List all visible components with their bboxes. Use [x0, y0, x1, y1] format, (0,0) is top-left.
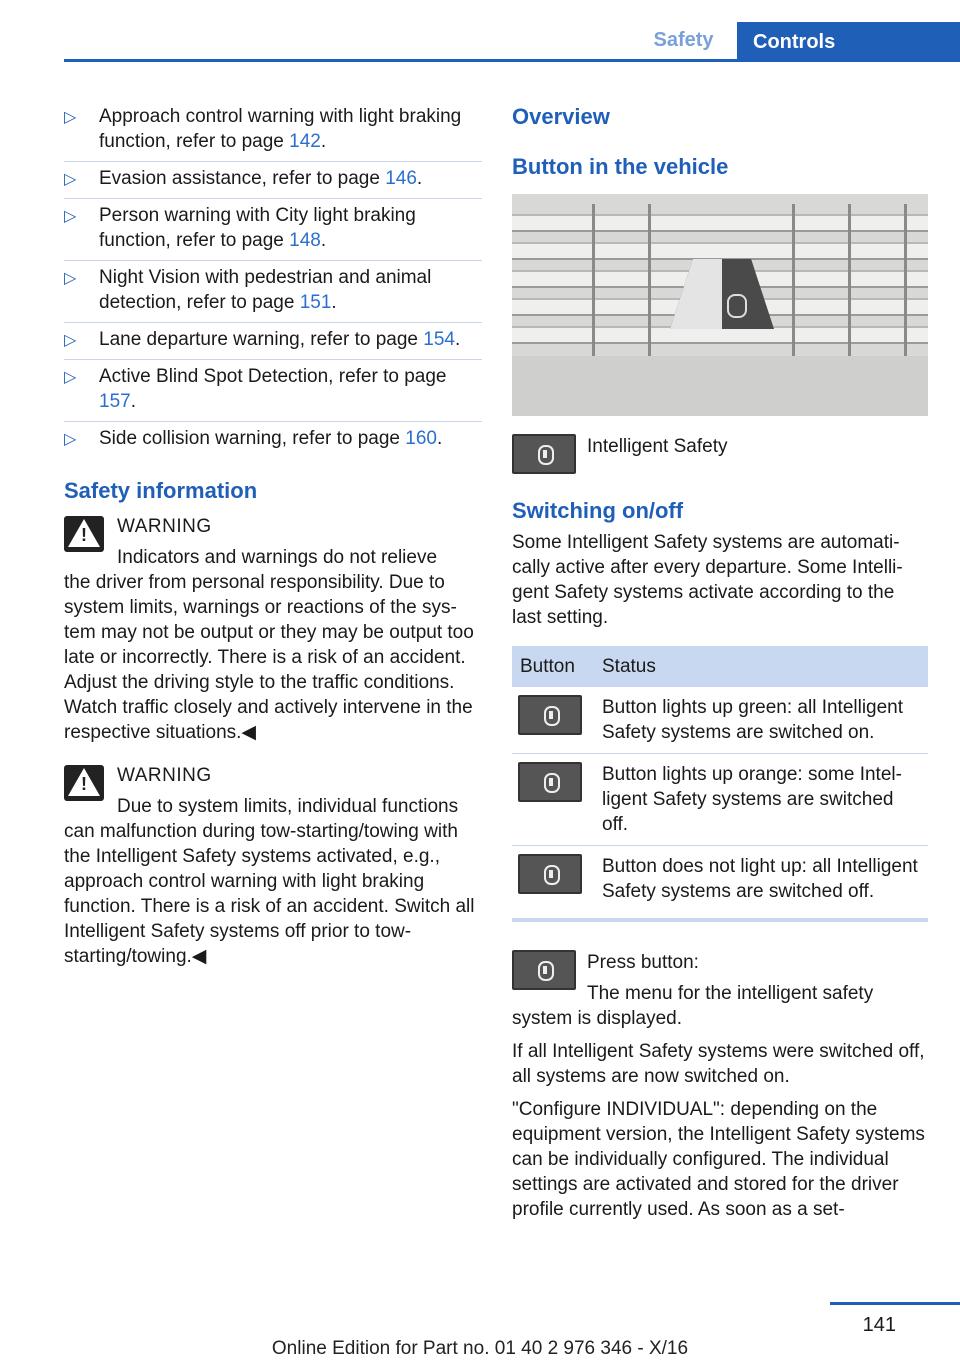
press-button-label: Press button: — [587, 952, 699, 973]
triangle-bullet-icon: ▷ — [64, 171, 77, 188]
status-table — [512, 646, 928, 922]
warning-block — [64, 514, 482, 745]
intelligent-safety-button-icon — [727, 294, 747, 318]
list-item: ▷ Lane departure warning, refer to page 154. — [64, 323, 482, 360]
intelligent-safety-icon — [512, 950, 576, 990]
warning-first-line: Due to system limits, individual functions — [117, 796, 459, 817]
safety-information-heading: Safety information — [64, 478, 258, 503]
column-header-button: Button — [512, 646, 594, 687]
switching-heading: Switching on/off — [512, 498, 684, 523]
column-header-status: Status — [594, 646, 928, 687]
page-link[interactable]: 154 — [423, 329, 455, 350]
list-item: ▷ Approach control warning with light braking function, refer to page 142. — [64, 100, 482, 162]
warning-label: WARNING — [117, 765, 212, 786]
page-link[interactable]: 146 — [385, 168, 417, 189]
triangle-bullet-icon: ▷ — [64, 369, 77, 386]
warning-body: can malfunction during tow-starting/towing with the Intelligent Safety systems activated, e.g., approach control warning with light braking function. There is a risk of an accident. Switch all Intelligent Safety systems off prior to tow-starting/towing.◀ — [64, 821, 475, 967]
warning-triangle-icon: ! — [64, 765, 104, 801]
press-button-first-line: The menu for the intelligent safety — [587, 983, 874, 1004]
warning-triangle-icon: ! — [64, 516, 104, 552]
feature-list — [64, 100, 482, 458]
switching-intro: Some Intelligent Safety systems are automatically active after every departure. Some Intelligent Safety systems activate according to the last setting. — [512, 532, 903, 628]
status-cell: Button does not light up: all Intelligent Safety systems are switched off. — [594, 846, 928, 921]
icon-caption: Intelligent Safety — [587, 436, 728, 457]
page-number: 141 — [862, 1314, 896, 1336]
status-cell: Button lights up orange: some Intelligent Safety systems are switched off. — [594, 754, 928, 846]
all-off-paragraph: If all Intelligent Safety systems were switched off, all systems are now switched on. — [512, 1041, 925, 1087]
warning-label: WARNING — [117, 516, 212, 537]
icon-caption-row — [512, 434, 928, 474]
button-in-vehicle-heading: Button in the vehicle — [512, 154, 729, 179]
intelligent-safety-icon — [518, 762, 582, 802]
intelligent-safety-icon — [518, 854, 582, 894]
page-link[interactable]: 142 — [289, 131, 321, 152]
page-footer — [0, 1302, 960, 1362]
triangle-bullet-icon: ▷ — [64, 109, 77, 126]
page-header — [0, 0, 960, 62]
list-item: ▷ Side collision warning, refer to page 160. — [64, 422, 482, 458]
right-column — [512, 100, 928, 1230]
tab-safety[interactable]: Safety — [653, 29, 714, 51]
header-rule — [64, 59, 960, 62]
list-item: ▷ Person warning with City light braking function, refer to page 148. — [64, 199, 482, 261]
overview-heading: Overview — [512, 104, 610, 129]
tab-controls[interactable]: Controls — [737, 22, 960, 62]
configure-paragraph: "Configure INDIVIDUAL": depending on the equipment version, the Intelligent Safety systems can be individually configured. The individual settings are activated and stored for the driver profile currently used. As soon as a set- — [512, 1099, 925, 1220]
page-link[interactable]: 160 — [405, 428, 437, 449]
button-photo — [512, 194, 928, 416]
list-item: ▷ Night Vision with pedestrian and animal detection, refer to page 151. — [64, 261, 482, 323]
table-row — [512, 846, 928, 921]
footer-rule — [830, 1302, 960, 1305]
table-header-row — [512, 646, 928, 687]
triangle-bullet-icon: ▷ — [64, 332, 77, 349]
table-row — [512, 754, 928, 846]
triangle-bullet-icon: ▷ — [64, 431, 77, 448]
intelligent-safety-icon — [512, 434, 576, 474]
triangle-bullet-icon: ▷ — [64, 270, 77, 287]
press-button-row — [512, 950, 928, 1006]
page-link[interactable]: 151 — [299, 292, 332, 313]
edition-text: Online Edition for Part no. 01 40 2 976 346 - X/16 — [271, 1338, 689, 1359]
list-item: ▷ Active Blind Spot Detection, refer to page 157. — [64, 360, 482, 422]
warning-first-line: Indicators and warnings do not relieve — [117, 547, 438, 568]
left-column — [64, 100, 482, 987]
warning-block — [64, 763, 482, 969]
triangle-bullet-icon: ▷ — [64, 208, 77, 225]
table-row — [512, 687, 928, 754]
warning-body: the driver from personal responsibility. Due to system limits, warnings or reactions of the system may not be output or they may be output too late or incorrectly. There is a risk of an accident. Adjust the driving style to the traffic conditions. Watch traffic closely and actively intervene in the respective situations.◀ — [64, 572, 474, 743]
page-link[interactable]: 148 — [289, 230, 321, 251]
list-item: ▷ Evasion assistance, refer to page 146. — [64, 162, 482, 199]
page-link[interactable]: 157 — [99, 391, 131, 412]
press-button-rest: system is displayed. — [512, 1008, 683, 1029]
status-cell: Button lights up green: all Intelligent Safety systems are switched on. — [594, 687, 928, 754]
intelligent-safety-icon — [518, 695, 582, 735]
